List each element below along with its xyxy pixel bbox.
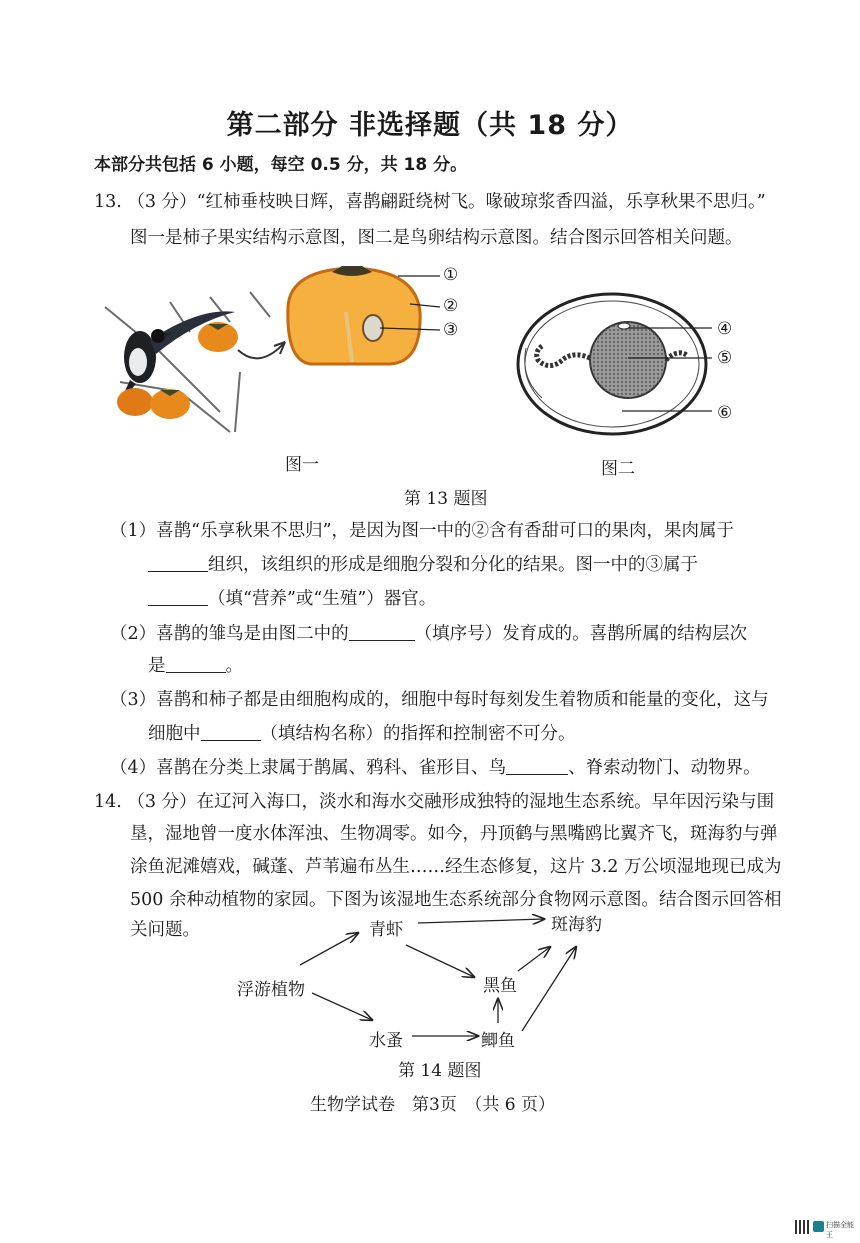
fig1-caption: 图一 [285, 455, 319, 475]
figure-1-persimmon [100, 262, 480, 442]
food-web-arrows [300, 919, 576, 1036]
node-shrimp: 青虾 [369, 920, 403, 940]
fig1-label-2: ② [443, 296, 459, 316]
q14-line5: 关问题。 [130, 920, 200, 940]
answer-blank[interactable] [148, 588, 208, 607]
q13-sub2-line2: 是 。 [148, 656, 243, 676]
answer-blank[interactable] [166, 655, 226, 674]
q13-sub1-line2: 组织，该组织的形成是细胞分裂和分化的结果。图一中的③属于 [148, 551, 698, 576]
answer-blank[interactable] [506, 757, 568, 776]
figure-2-egg [512, 288, 712, 448]
page-footer: 生物学试卷 第3页 （共 6 页） [310, 1095, 555, 1115]
q14-line3: 涂鱼泥滩嬉戏，碱蓬、芦苇遍布丛生……经生态修复，这片 3.2 万公顷湿地现已成为 [130, 857, 782, 877]
q13-sub4-line1: （4）喜鹊在分类上隶属于鹊属、鸦科、雀形目、鸟 、脊索动物门、动物界。 [110, 758, 761, 778]
answer-blank[interactable] [349, 623, 415, 642]
q13-sub1-line1: （1）喜鹊“乐享秋果不思归”，是因为图一中的②含有香甜可口的果肉，果肉属于 [110, 521, 735, 541]
fig2-label-5: ⑤ [717, 348, 733, 368]
node-water-flea: 水蚤 [369, 1031, 403, 1051]
q13-sub1-line3: （填“营养”或“生殖”）器官。 [148, 585, 436, 610]
node-plankton-plants: 浮游植物 [237, 980, 305, 1000]
q13-sub3-line2: 细胞中 （填结构名称）的指挥和控制密不可分。 [148, 724, 576, 744]
section-title: 第二部分 非选择题（共 18 分） [226, 110, 634, 141]
section-intro: 本部分共包括 6 小题，每空 0.5 分，共 18 分。 [94, 155, 468, 175]
q13-sub3-line1: （3）喜鹊和柿子都是由细胞构成的，细胞中每时每刻发生着物质和能量的变化，这与 [110, 690, 769, 710]
node-black-fish: 黑鱼 [483, 976, 517, 996]
q13-figure-caption: 第 13 题图 [404, 489, 488, 509]
fig2-caption: 图二 [601, 459, 635, 479]
answer-blank[interactable] [148, 554, 208, 573]
node-seal: 斑海豹 [551, 915, 602, 935]
fig1-label-3: ③ [443, 320, 459, 340]
scanner-logo-icon [813, 1221, 824, 1232]
fig1-label-1: ① [443, 265, 459, 285]
q13-sub2-line1: （2）喜鹊的雏鸟是由图二中的 （填序号）发育成的。喜鹊所属的结构层次 [110, 624, 748, 644]
watermark-text: 扫描全能王 [826, 1221, 854, 1239]
fig2-label-6: ⑥ [717, 403, 733, 423]
answer-blank[interactable] [201, 723, 261, 742]
q14-line4: 500 余种动植物的家园。下图为该湿地生态系统部分食物网示意图。结合图示回答相 [130, 890, 782, 910]
q14-line2: 垦，湿地曾一度水体浑浊、生物凋零。如今，丹顶鹤与黑嘴鸥比翼齐飞，斑海豹与弹 [130, 824, 778, 844]
q13-line1: 13. （3 分）“红柿垂枝映日辉，喜鹊翩跹绕树飞。喙破琼浆香四溢，乐享秋果不思归。” [94, 192, 766, 212]
fig2-label-4: ④ [717, 319, 733, 339]
q14-line1: 14. （3 分）在辽河入海口，淡水和海水交融形成独特的湿地生态系统。早年因污染与围 [94, 792, 775, 812]
q13-line2: 图一是柿子果实结构示意图，图二是鸟卵结构示意图。结合图示回答相关问题。 [130, 228, 743, 248]
q14-figure-caption: 第 14 题图 [398, 1061, 482, 1081]
qr-code-icon [795, 1220, 809, 1234]
node-crucian-carp: 鲫鱼 [481, 1031, 515, 1051]
persimmon-cross-section [288, 266, 420, 364]
